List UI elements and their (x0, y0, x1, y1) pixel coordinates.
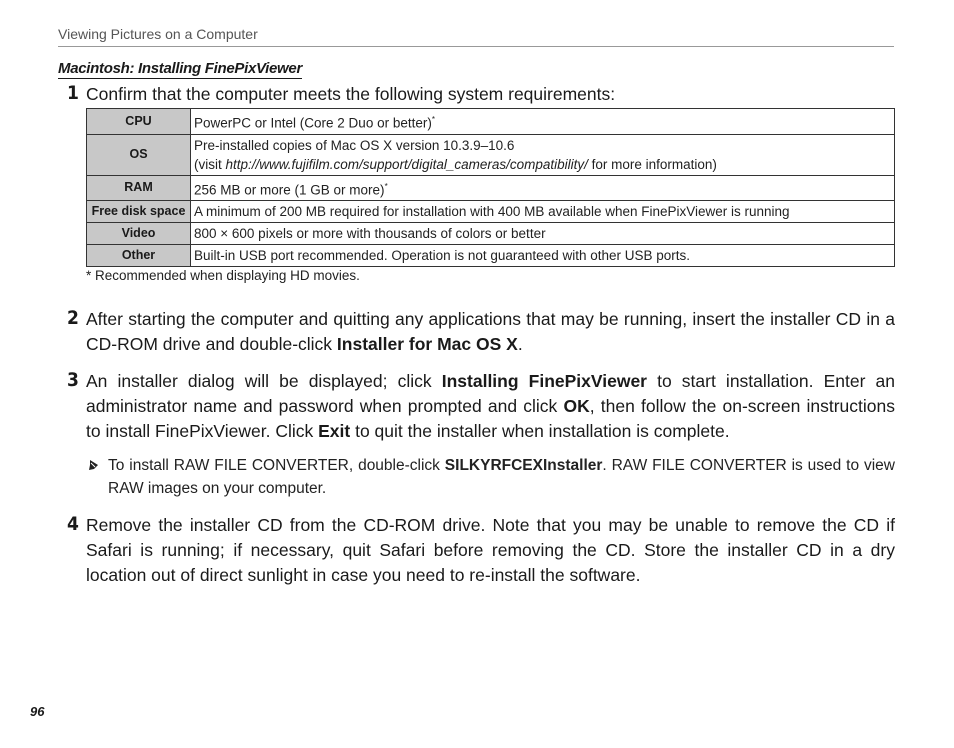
req-label: Video (87, 223, 191, 245)
step-1-number: 1 (67, 82, 79, 104)
req-label: Other (87, 245, 191, 267)
page-header: Viewing Pictures on a Computer (58, 26, 894, 47)
req-value: A minimum of 200 MB required for installation with 400 MB available when FinePixViewer is running (191, 201, 895, 223)
step-1-text: Confirm that the computer meets the following system requirements: (86, 84, 616, 104)
table-row (87, 201, 895, 223)
step-3-number: 3 (67, 369, 79, 391)
table-row (87, 245, 895, 267)
req-value: PowerPC or Intel (Core 2 Duo or better)* (191, 109, 895, 135)
table-row (87, 109, 895, 135)
table-row (87, 134, 895, 175)
req-value: Built-in USB port recommended. Operation is not guaranteed with other USB ports. (191, 245, 895, 267)
compatibility-url: http://www.fujifilm.com/support/digital_cameras/compatibility/ (225, 156, 588, 172)
system-requirements-table (86, 108, 895, 267)
raw-converter-note: To install RAW FILE CONVERTER, double-click SILKYRFCEXInstaller. RAW FILE CONVERTER is used to view RAW images on your computer. (108, 457, 895, 497)
req-label: Free disk space (87, 201, 191, 223)
section-title: Macintosh: Installing FinePixViewer (58, 60, 302, 77)
table-footnote: * Recommended when displaying HD movies. (86, 268, 360, 283)
req-value: 800 × 600 pixels or more with thousands of colors or better (191, 223, 895, 245)
req-label: CPU (87, 109, 191, 135)
step-4-text: Remove the installer CD from the CD-ROM drive. Note that you may be unable to remove the CD if Safari is running; if necessary, quit Safari before removing the CD. Store the installer CD in a dry location out of direct sunlight in case you need to re-install the software. (86, 515, 895, 585)
table-row (87, 223, 895, 245)
step-2-text: After starting the computer and quitting any applications that may be running, insert the installer CD in a CD-ROM drive and double-click Installer for Mac OS X. (86, 309, 895, 354)
req-value: 256 MB or more (1 GB or more)* (191, 175, 895, 201)
page-number: 96 (30, 704, 45, 719)
note-pen-icon (88, 459, 100, 474)
step-4-number: 4 (67, 513, 79, 535)
step-2-number: 2 (67, 307, 79, 329)
step-3-text: An installer dialog will be displayed; click Installing FinePixViewer to start installation. Enter an administrator name and password when prompted and click OK, then follow the on-screen instructions to install FinePixViewer. Click Exit to quit the installer when installation is complete. (86, 371, 895, 441)
table-row (87, 175, 895, 201)
req-label: RAM (87, 175, 191, 201)
req-value: Pre-installed copies of Mac OS X version 10.3.9–10.6 (visit http://www.fujifilm.com/support/digital_cameras/compatibility/ for more information) (191, 134, 895, 175)
req-label: OS (87, 134, 191, 175)
